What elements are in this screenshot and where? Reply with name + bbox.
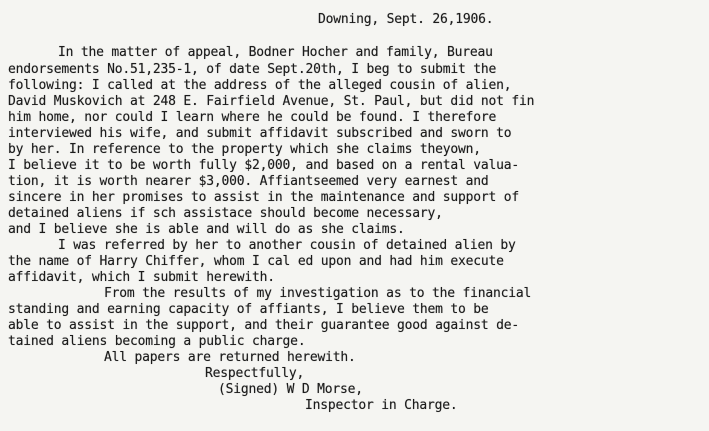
letter-line-14: the name of Harry Chiffer, whom I cal ed upon and had him execute (8, 254, 504, 269)
letter-closing: Respectfully, (205, 366, 305, 381)
letter-line-11: detained aliens if sch assistace should become necessary, (8, 206, 443, 221)
letter-line-10: sincere in her promises to assist in the maintenance and support of (8, 190, 519, 205)
letter-line-12: and I believe she is able and will do as she claims. (8, 222, 405, 237)
letter-line-5: him home, nor could I learn where he could be found. I therefore (8, 110, 497, 125)
letter-line-20: All papers are returned herewith. (104, 350, 356, 365)
letter-line-15: affidavit, which I submit herewith. (8, 270, 275, 285)
letter-signer-title: Inspector in Charge. (305, 398, 458, 413)
letter-line-4: David Muskovich at 248 E. Fairfield Avenue, St. Paul, but did not fin (8, 94, 535, 109)
letter-line-3: following: I called at the address of the alleged cousin of alien, (8, 78, 512, 93)
letter-line-13: I was referred by her to another cousin of detained alien by (58, 238, 516, 253)
letter-line-9: tion, it is worth nearer $3,000. Affiantseemed very earnest and (8, 174, 489, 189)
letter-dateline: Downing, Sept. 26,1906. (318, 12, 494, 27)
letter-line-1: In the matter of appeal, Bodner Hocher and family, Bureau (58, 45, 493, 60)
letter-line-17: standing and earning capacity of affiants, I believe them to be (8, 302, 489, 317)
letter-line-19: tained aliens becoming a public charge. (8, 334, 306, 349)
letter-line-7: by her. In reference to the property which she claims theyown, (8, 142, 481, 157)
letter-signature: (Signed) W D Morse, (218, 382, 363, 397)
letter-line-18: able to assist in the support, and their guarantee good against de- (8, 318, 519, 333)
letter-line-8: I believe it to be worth fully $2,000, and based on a rental valua- (8, 158, 519, 173)
letter-line-6: interviewed his wife, and submit affidavit subscribed and sworn to (8, 126, 512, 141)
letter-line-2: endorsements No.51,235-1, of date Sept.20th, I beg to submit the (8, 62, 497, 77)
letter-line-16: From the results of my investigation as to the financial (104, 286, 532, 301)
